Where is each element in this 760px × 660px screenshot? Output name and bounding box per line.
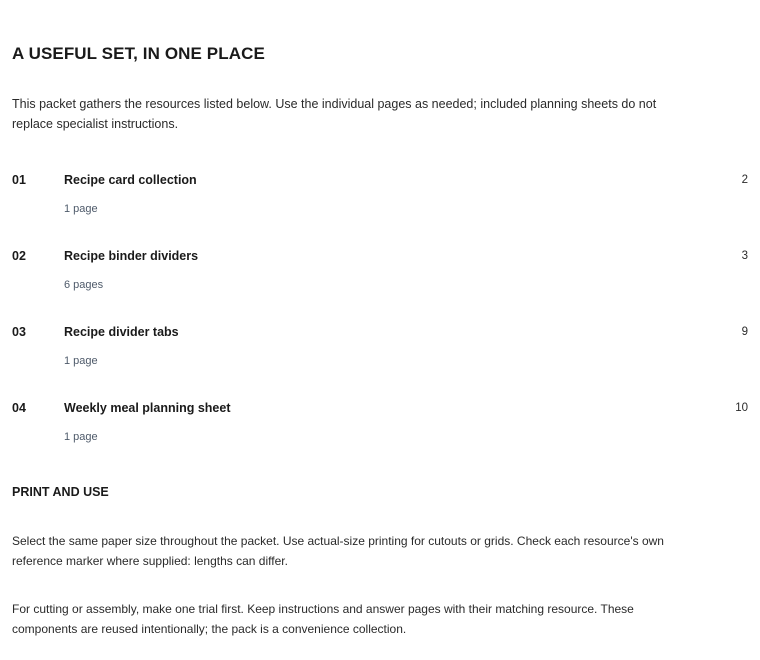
toc-item-title: Recipe divider tabs	[64, 325, 179, 339]
toc-item-page-number: 2	[741, 174, 748, 186]
toc-item-number: 01	[12, 173, 26, 187]
page-title: A USEFUL SET, IN ONE PLACE	[12, 44, 265, 63]
toc-item-title: Weekly meal planning sheet	[64, 401, 231, 415]
toc-item-page-number: 9	[741, 326, 748, 338]
toc-item[interactable]	[12, 170, 748, 246]
toc-item-number: 03	[12, 325, 26, 339]
toc-item[interactable]	[12, 246, 748, 322]
intro-paragraph: This packet gathers the resources listed below. Use the individual pages as needed; included planning sheets do not replace specialist instructions.	[12, 97, 657, 131]
toc-item-number: 02	[12, 249, 26, 263]
toc-item-page-count: 1 page	[64, 431, 98, 443]
table-of-contents	[12, 170, 748, 474]
toc-item[interactable]	[12, 398, 748, 474]
section-heading-print-and-use: PRINT AND USE	[12, 485, 109, 499]
paragraph-cutting-assembly: For cutting or assembly, make one trial first. Keep instructions and answer pages with their matching resource. These components are reused intentionally; the pack is a convenience collection.	[12, 602, 634, 636]
toc-item-title: Recipe binder dividers	[64, 249, 199, 263]
toc-item-page-count: 1 page	[64, 355, 98, 367]
toc-item-page-number: 10	[735, 402, 748, 414]
toc-item-title: Recipe card collection	[64, 173, 197, 187]
toc-item-page-number: 3	[741, 250, 748, 262]
toc-item-page-count: 6 pages	[64, 279, 104, 291]
toc-item[interactable]	[12, 322, 748, 398]
toc-item-page-count: 1 page	[64, 203, 98, 215]
paragraph-paper-size: Select the same paper size throughout the packet. Use actual-size printing for cutouts or grids. Check each resource's own reference marker where supplied: lengths can differ.	[12, 534, 664, 568]
toc-item-number: 04	[12, 401, 26, 415]
